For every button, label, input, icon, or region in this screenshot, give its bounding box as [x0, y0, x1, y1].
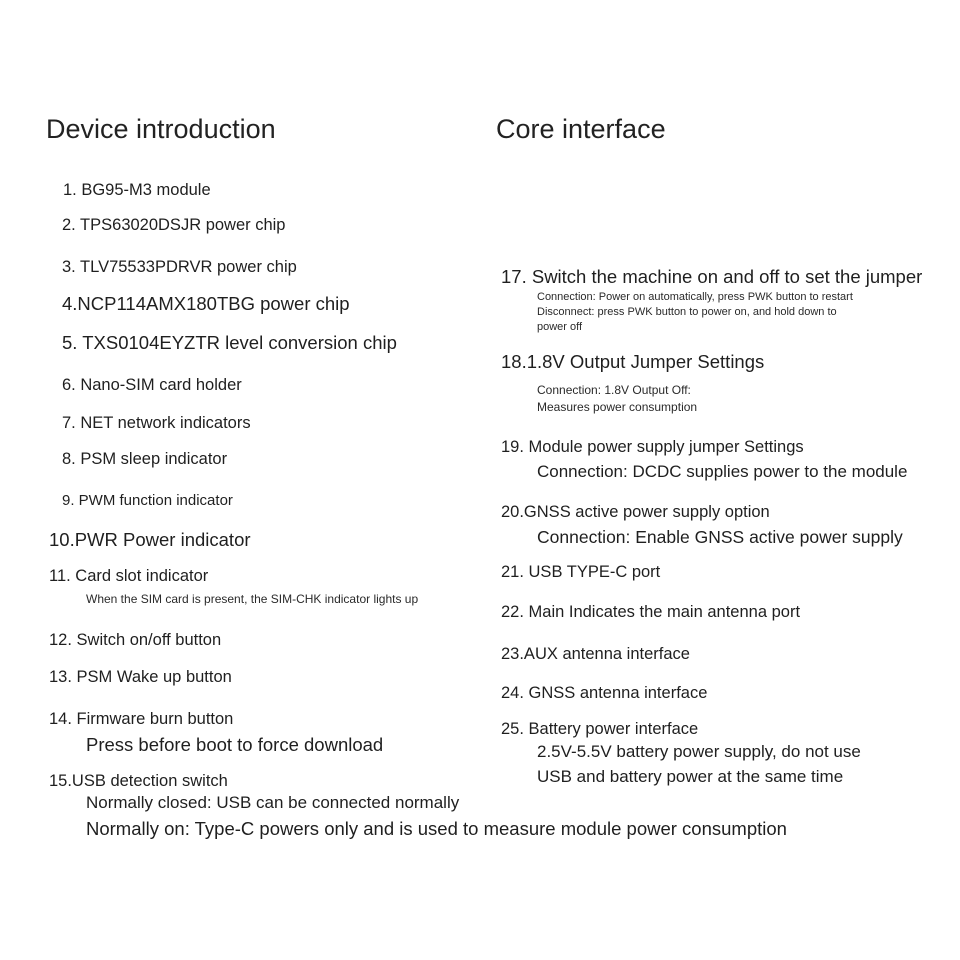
list-item-20: 20.GNSS active power supply option [501, 503, 770, 521]
list-item-17-note-3: power off [537, 321, 583, 333]
list-item-12: 12. Switch on/off button [49, 631, 222, 649]
list-item-14-note: Press before boot to force download [86, 734, 384, 755]
list-item-1: 1. BG95-M3 module [63, 181, 211, 199]
list-item-19: 19. Module power supply jumper Settings [501, 438, 804, 456]
list-item-8: 8. PSM sleep indicator [62, 450, 228, 468]
list-item-20-note: Connection: Enable GNSS active power supply [537, 527, 903, 547]
list-item-13: 13. PSM Wake up button [49, 668, 232, 686]
list-item-24: 24. GNSS antenna interface [501, 684, 708, 702]
list-item-15-note-1: Normally closed: USB can be connected normally [86, 793, 460, 812]
list-item-15-note-2: Normally on: Type-C powers only and is used to measure module power consumption [86, 818, 787, 839]
list-item-22: 22. Main Indicates the main antenna port [501, 603, 801, 621]
list-item-18-note-2: Measures power consumption [537, 400, 698, 414]
list-item-21: 21. USB TYPE-C port [501, 563, 661, 581]
list-item-18-note-1: Connection: 1.8V Output Off: [537, 383, 691, 397]
list-item-5: 5. TXS0104EYZTR level conversion chip [62, 332, 397, 353]
list-item-6: 6. Nano-SIM card holder [62, 376, 242, 394]
list-item-4: 4.NCP114AMX180TBG power chip [62, 293, 350, 314]
list-item-19-note: Connection: DCDC supplies power to the module [537, 462, 908, 481]
list-item-25: 25. Battery power interface [501, 720, 699, 738]
list-item-9: 9. PWM function indicator [62, 492, 233, 509]
list-item-25-note-1: 2.5V-5.5V battery power supply, do not use [537, 742, 861, 761]
device-introduction-heading: Device introduction [46, 114, 276, 144]
list-item-3: 3. TLV75533PDRVR power chip [62, 258, 297, 276]
list-item-25-note-2: USB and battery power at the same time [537, 767, 844, 786]
list-item-17: 17. Switch the machine on and off to set the jumper [501, 266, 923, 287]
core-interface-heading: Core interface [496, 114, 666, 144]
list-item-11-note: When the SIM card is present, the SIM-CHK indicator lights up [86, 592, 419, 606]
list-item-15: 15.USB detection switch [49, 772, 228, 790]
list-item-2: 2. TPS63020DSJR power chip [62, 216, 286, 234]
list-item-10: 10.PWR Power indicator [49, 529, 251, 550]
list-item-17-note-2: Disconnect: press PWK button to power on, and hold down to [537, 306, 837, 318]
list-item-17-note-1: Connection: Power on automatically, press PWK button to restart [537, 291, 853, 303]
list-item-14: 14. Firmware burn button [49, 710, 234, 728]
list-item-11: 11. Card slot indicator [49, 567, 209, 585]
list-item-7: 7. NET network indicators [62, 414, 251, 432]
list-item-18: 18.1.8V Output Jumper Settings [501, 351, 765, 372]
list-item-23: 23.AUX antenna interface [501, 645, 690, 663]
